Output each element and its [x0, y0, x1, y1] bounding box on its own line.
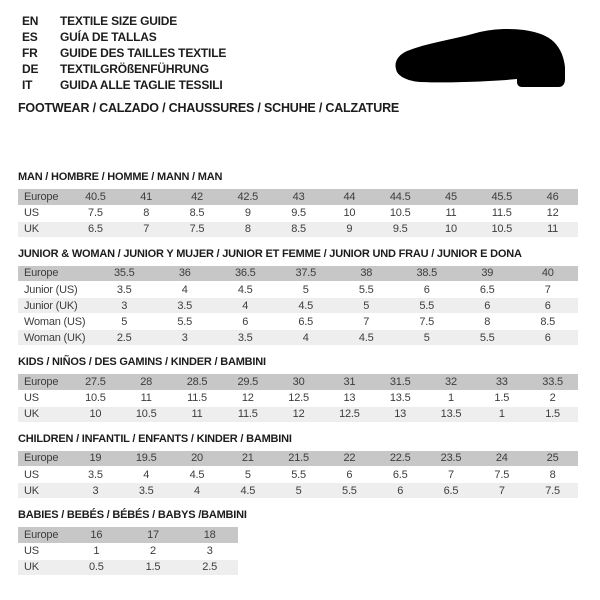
size-cell: 4 — [215, 298, 276, 314]
row-label: US — [18, 467, 70, 483]
size-cell: 11 — [172, 406, 223, 422]
size-cell: 41 — [121, 189, 172, 205]
size-cell: 5 — [397, 330, 458, 346]
size-cell: 36 — [155, 266, 216, 282]
size-cell: 11.5 — [172, 390, 223, 406]
size-cell: 1 — [68, 543, 125, 559]
size-cell: 13.5 — [426, 406, 477, 422]
table-row — [18, 266, 578, 282]
size-table — [18, 266, 578, 347]
table-row — [18, 282, 578, 298]
size-cell: 33.5 — [527, 374, 578, 390]
size-cell: 7.5 — [172, 221, 223, 237]
table-row — [18, 543, 238, 559]
size-cell: 12.5 — [324, 406, 375, 422]
size-cell: 18 — [181, 527, 238, 543]
size-cell: 5 — [222, 467, 273, 483]
size-cell: 3.5 — [94, 282, 155, 298]
size-cell: 4.5 — [276, 298, 337, 314]
size-cell: 13 — [375, 406, 426, 422]
size-cell: 5.5 — [397, 298, 458, 314]
size-cell: 9.5 — [273, 205, 324, 221]
size-cell: 40.5 — [70, 189, 121, 205]
size-cell: 7 — [121, 221, 172, 237]
size-cell: 29.5 — [222, 374, 273, 390]
size-cell: 5.5 — [324, 483, 375, 499]
section-title: MAN / HOMBRE / HOMME / MANN / MAN — [18, 171, 223, 183]
table-row — [18, 467, 578, 483]
size-cell: 7.5 — [476, 467, 527, 483]
size-cell: 0.5 — [68, 559, 125, 575]
size-cell: 36.5 — [215, 266, 276, 282]
size-cell: 19.5 — [121, 451, 172, 467]
size-cell: 42.5 — [222, 189, 273, 205]
size-cell: 22.5 — [375, 451, 426, 467]
section-title: BABIES / BEBÉS / BÉBÉS / BABYS /BAMBINI — [18, 509, 247, 521]
row-label: Woman (UK) — [18, 330, 94, 346]
size-cell: 5 — [336, 298, 397, 314]
size-cell: 7 — [476, 483, 527, 499]
size-cell: 3.5 — [70, 467, 121, 483]
size-cell: 4.5 — [222, 483, 273, 499]
row-label: US — [18, 205, 70, 221]
size-cell: 45.5 — [476, 189, 527, 205]
size-cell: 2.5 — [94, 330, 155, 346]
row-label: UK — [18, 559, 68, 575]
size-cell: 30 — [273, 374, 324, 390]
language-title: GUIDE DES TAILLES TEXTILE — [60, 46, 227, 60]
size-cell: 2 — [527, 390, 578, 406]
table-row — [18, 221, 578, 237]
size-cell: 22 — [324, 451, 375, 467]
size-cell: 6.5 — [70, 221, 121, 237]
size-cell: 7.5 — [397, 314, 458, 330]
table-row — [18, 390, 578, 406]
row-label: Woman (US) — [18, 314, 94, 330]
size-cell: 10 — [426, 221, 477, 237]
size-cell: 4.5 — [172, 467, 223, 483]
section-title: KIDS / NIÑOS / DES GAMINS / KINDER / BAMBINI — [18, 356, 266, 368]
table-row — [18, 483, 578, 499]
size-cell: 12 — [222, 390, 273, 406]
table-row — [18, 189, 578, 205]
size-cell: 11 — [426, 205, 477, 221]
size-cell: 1.5 — [476, 390, 527, 406]
footwear-heading: FOOTWEAR / CALZADO / CHAUSSURES / SCHUHE / CALZATURE — [18, 101, 400, 115]
size-cell: 8 — [527, 467, 578, 483]
size-cell: 46 — [527, 189, 578, 205]
size-cell: 9.5 — [375, 221, 426, 237]
row-label: UK — [18, 483, 70, 499]
size-cell: 9 — [324, 221, 375, 237]
row-label: UK — [18, 221, 70, 237]
table-row — [18, 298, 578, 314]
size-cell: 4 — [155, 282, 216, 298]
size-cell: 3 — [94, 298, 155, 314]
row-label: Europe — [18, 374, 70, 390]
size-cell: 39 — [457, 266, 518, 282]
size-cell: 12 — [527, 205, 578, 221]
size-cell: 4.5 — [336, 330, 397, 346]
size-section — [18, 171, 582, 238]
size-cell: 11.5 — [222, 406, 273, 422]
size-cell: 23.5 — [426, 451, 477, 467]
size-cell: 6 — [397, 282, 458, 298]
size-cell: 5.5 — [336, 282, 397, 298]
language-title: TEXTILGRÖßENFÜHRUNG — [60, 62, 209, 76]
dress-shoe-icon — [394, 28, 576, 98]
size-table — [18, 451, 578, 500]
size-cell: 5.5 — [457, 330, 518, 346]
size-cell: 6.5 — [375, 467, 426, 483]
size-cell: 21 — [222, 451, 273, 467]
size-cell: 20 — [172, 451, 223, 467]
size-cell: 8.5 — [518, 314, 579, 330]
size-cell: 6.5 — [276, 314, 337, 330]
row-label: Europe — [18, 266, 94, 282]
table-row — [18, 205, 578, 221]
size-cell: 19 — [70, 451, 121, 467]
row-label: Junior (UK) — [18, 298, 94, 314]
size-cell: 35.5 — [94, 266, 155, 282]
size-cell: 1 — [476, 406, 527, 422]
size-cell: 44.5 — [375, 189, 426, 205]
table-row — [18, 451, 578, 467]
size-section — [18, 433, 582, 500]
language-code: ES — [22, 30, 38, 44]
size-cell: 4.5 — [215, 282, 276, 298]
size-cell: 5 — [94, 314, 155, 330]
size-cell: 8.5 — [273, 221, 324, 237]
size-cell: 38.5 — [397, 266, 458, 282]
size-cell: 3 — [181, 543, 238, 559]
size-cell: 11.5 — [476, 205, 527, 221]
size-tables — [18, 171, 582, 576]
size-cell: 31.5 — [375, 374, 426, 390]
size-cell: 6 — [518, 330, 579, 346]
row-label: Junior (US) — [18, 282, 94, 298]
size-cell: 28.5 — [172, 374, 223, 390]
size-cell: 3.5 — [155, 298, 216, 314]
size-cell: 16 — [68, 527, 125, 543]
table-row — [18, 330, 578, 346]
row-label: US — [18, 390, 70, 406]
size-cell: 13.5 — [375, 390, 426, 406]
table-row — [18, 406, 578, 422]
size-cell: 44 — [324, 189, 375, 205]
size-cell: 10.5 — [70, 390, 121, 406]
row-label: US — [18, 543, 68, 559]
size-cell: 7 — [336, 314, 397, 330]
size-cell: 12.5 — [273, 390, 324, 406]
size-cell: 7.5 — [527, 483, 578, 499]
language-title: GUÍA DE TALLAS — [60, 30, 157, 44]
size-cell: 10.5 — [476, 221, 527, 237]
size-table — [18, 189, 578, 238]
size-cell: 4 — [172, 483, 223, 499]
size-cell: 6.5 — [426, 483, 477, 499]
size-cell: 31 — [324, 374, 375, 390]
size-section — [18, 509, 582, 576]
size-cell: 3 — [155, 330, 216, 346]
size-cell: 21.5 — [273, 451, 324, 467]
size-cell: 43 — [273, 189, 324, 205]
size-cell: 9 — [222, 205, 273, 221]
size-cell: 10 — [324, 205, 375, 221]
size-cell: 33 — [476, 374, 527, 390]
row-label: UK — [18, 406, 70, 422]
size-cell: 3.5 — [121, 483, 172, 499]
size-cell: 6 — [518, 298, 579, 314]
size-cell: 10.5 — [375, 205, 426, 221]
size-cell: 4 — [276, 330, 337, 346]
size-cell: 2 — [125, 543, 182, 559]
size-cell: 42 — [172, 189, 223, 205]
size-cell: 8.5 — [172, 205, 223, 221]
size-cell: 12 — [273, 406, 324, 422]
size-table — [18, 374, 578, 423]
row-label: Europe — [18, 527, 68, 543]
size-cell: 3 — [70, 483, 121, 499]
size-cell: 8 — [457, 314, 518, 330]
size-cell: 7 — [426, 467, 477, 483]
size-cell: 8 — [222, 221, 273, 237]
language-code: FR — [22, 46, 38, 60]
size-cell: 6 — [215, 314, 276, 330]
size-cell: 11 — [121, 390, 172, 406]
size-cell: 27.5 — [70, 374, 121, 390]
size-cell: 3.5 — [215, 330, 276, 346]
size-table — [18, 527, 238, 576]
size-cell: 45 — [426, 189, 477, 205]
size-cell: 40 — [518, 266, 579, 282]
size-cell: 24 — [476, 451, 527, 467]
size-cell: 38 — [336, 266, 397, 282]
size-cell: 13 — [324, 390, 375, 406]
table-row — [18, 314, 578, 330]
section-title: JUNIOR & WOMAN / JUNIOR Y MUJER / JUNIOR ET FEMME / JUNIOR UND FRAU / JUNIOR E DONA — [18, 247, 522, 260]
size-cell: 5 — [276, 282, 337, 298]
size-cell: 5.5 — [273, 467, 324, 483]
size-cell: 7.5 — [70, 205, 121, 221]
table-row — [18, 559, 238, 575]
size-cell: 5.5 — [155, 314, 216, 330]
size-cell: 1.5 — [125, 559, 182, 575]
size-cell: 6 — [457, 298, 518, 314]
row-label: Europe — [18, 451, 70, 467]
size-section — [18, 248, 582, 347]
language-row — [22, 13, 582, 29]
row-label: Europe — [18, 189, 70, 205]
size-cell: 10 — [70, 406, 121, 422]
size-cell: 17 — [125, 527, 182, 543]
section-title: CHILDREN / INFANTIL / ENFANTS / KINDER / BAMBINI — [18, 432, 292, 445]
size-cell: 25 — [527, 451, 578, 467]
language-title: TEXTILE SIZE GUIDE — [60, 14, 178, 28]
size-cell: 4 — [121, 467, 172, 483]
size-cell: 6 — [375, 483, 426, 499]
size-cell: 8 — [121, 205, 172, 221]
size-cell: 11 — [527, 221, 578, 237]
language-code: EN — [22, 14, 39, 28]
language-code: DE — [22, 62, 39, 76]
table-row — [18, 527, 238, 543]
size-cell: 5 — [273, 483, 324, 499]
size-cell: 6.5 — [457, 282, 518, 298]
size-cell: 1 — [426, 390, 477, 406]
size-cell: 28 — [121, 374, 172, 390]
table-row — [18, 374, 578, 390]
language-title: GUIDA ALLE TAGLIE TESSILI — [60, 78, 223, 92]
size-cell: 2.5 — [181, 559, 238, 575]
size-cell: 7 — [518, 282, 579, 298]
size-cell: 6 — [324, 467, 375, 483]
size-cell: 10.5 — [121, 406, 172, 422]
size-cell: 32 — [426, 374, 477, 390]
size-section — [18, 356, 582, 423]
language-code: IT — [22, 78, 33, 92]
size-cell: 1.5 — [527, 406, 578, 422]
size-cell: 37.5 — [276, 266, 337, 282]
